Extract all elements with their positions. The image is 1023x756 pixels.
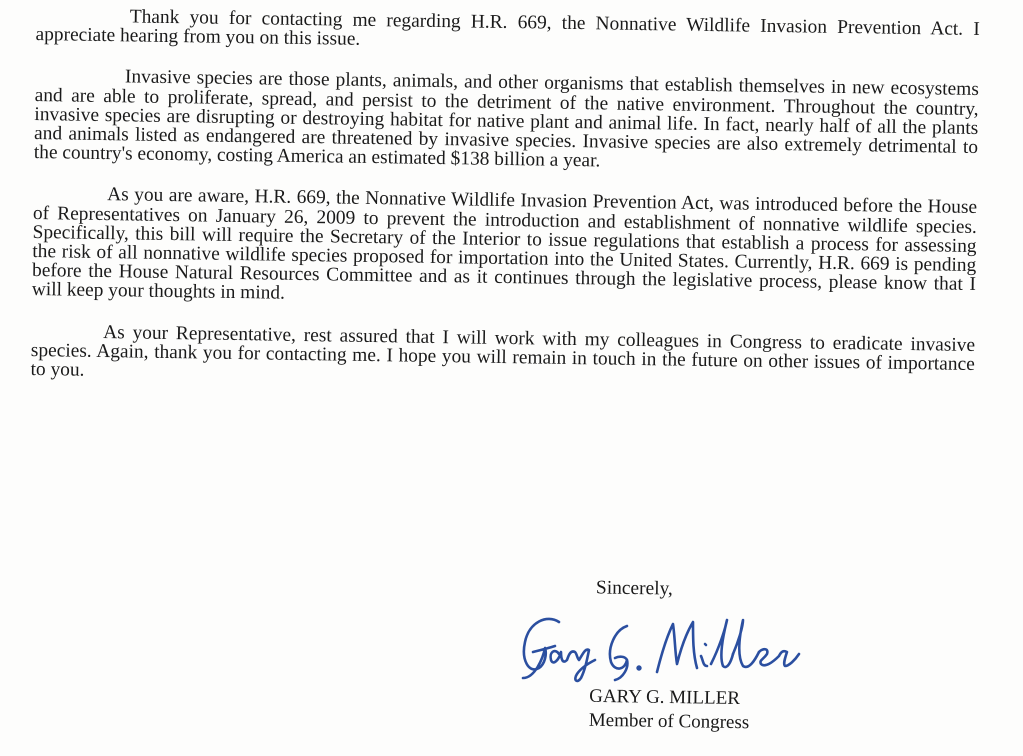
closing-salutation: Sincerely, bbox=[595, 577, 673, 600]
paragraph-invasive-species: Invasive species are those plants, animals, and other organisms that establish themselves in new ecosystems and are able to proliferate, spread, and persist to the detriment of the native environment. Throughout the country, invasive species are disrupting or destroying habitat for native plant and animal life. In fact, nearly half of all the plants and animals listed as endangered are threatened by invasive species. Invasive species are also extremely detrimental to the country's economy, costing America an estimated $138 billion a year. bbox=[33, 66, 980, 172]
paragraph-intro: Thank you for contacting me regarding H.R. 669, the Nonnative Wildlife Invasion Prevention Act. I appreciate hearing from you on this issue. bbox=[35, 6, 980, 51]
signer-title: Member of Congress bbox=[588, 709, 750, 734]
letter-body bbox=[30, 6, 979, 393]
paragraph-hr-669: As you are aware, H.R. 669, the Nonnative Wildlife Invasion Prevention Act, was introduced before the House of Representatives on January 26, 2009 to prevent the introduction and establishment of nonnative wildlife species. Specifically, this bill will require the Secretary of the Interior to issue regulations that establish a process for assessing the risk of all nonnative wildlife species proposed for importation into the United States. Currently, H.R. 669 is pending before the House Natural Resources Committee and as it continues through the legislative process, please know that I will keep your thoughts in mind. bbox=[31, 184, 978, 305]
paragraph-conclusion: As your Representative, rest assured that I will work with my colleagues in Congress to eradicate invasive species. Again, thank you for contacting me. I hope you will remain in touch in the future on other issues of importance to you. bbox=[30, 321, 976, 381]
signer-block bbox=[589, 685, 750, 735]
signer-name: GARY G. MILLER bbox=[589, 685, 741, 710]
handwritten-signature bbox=[515, 608, 805, 684]
